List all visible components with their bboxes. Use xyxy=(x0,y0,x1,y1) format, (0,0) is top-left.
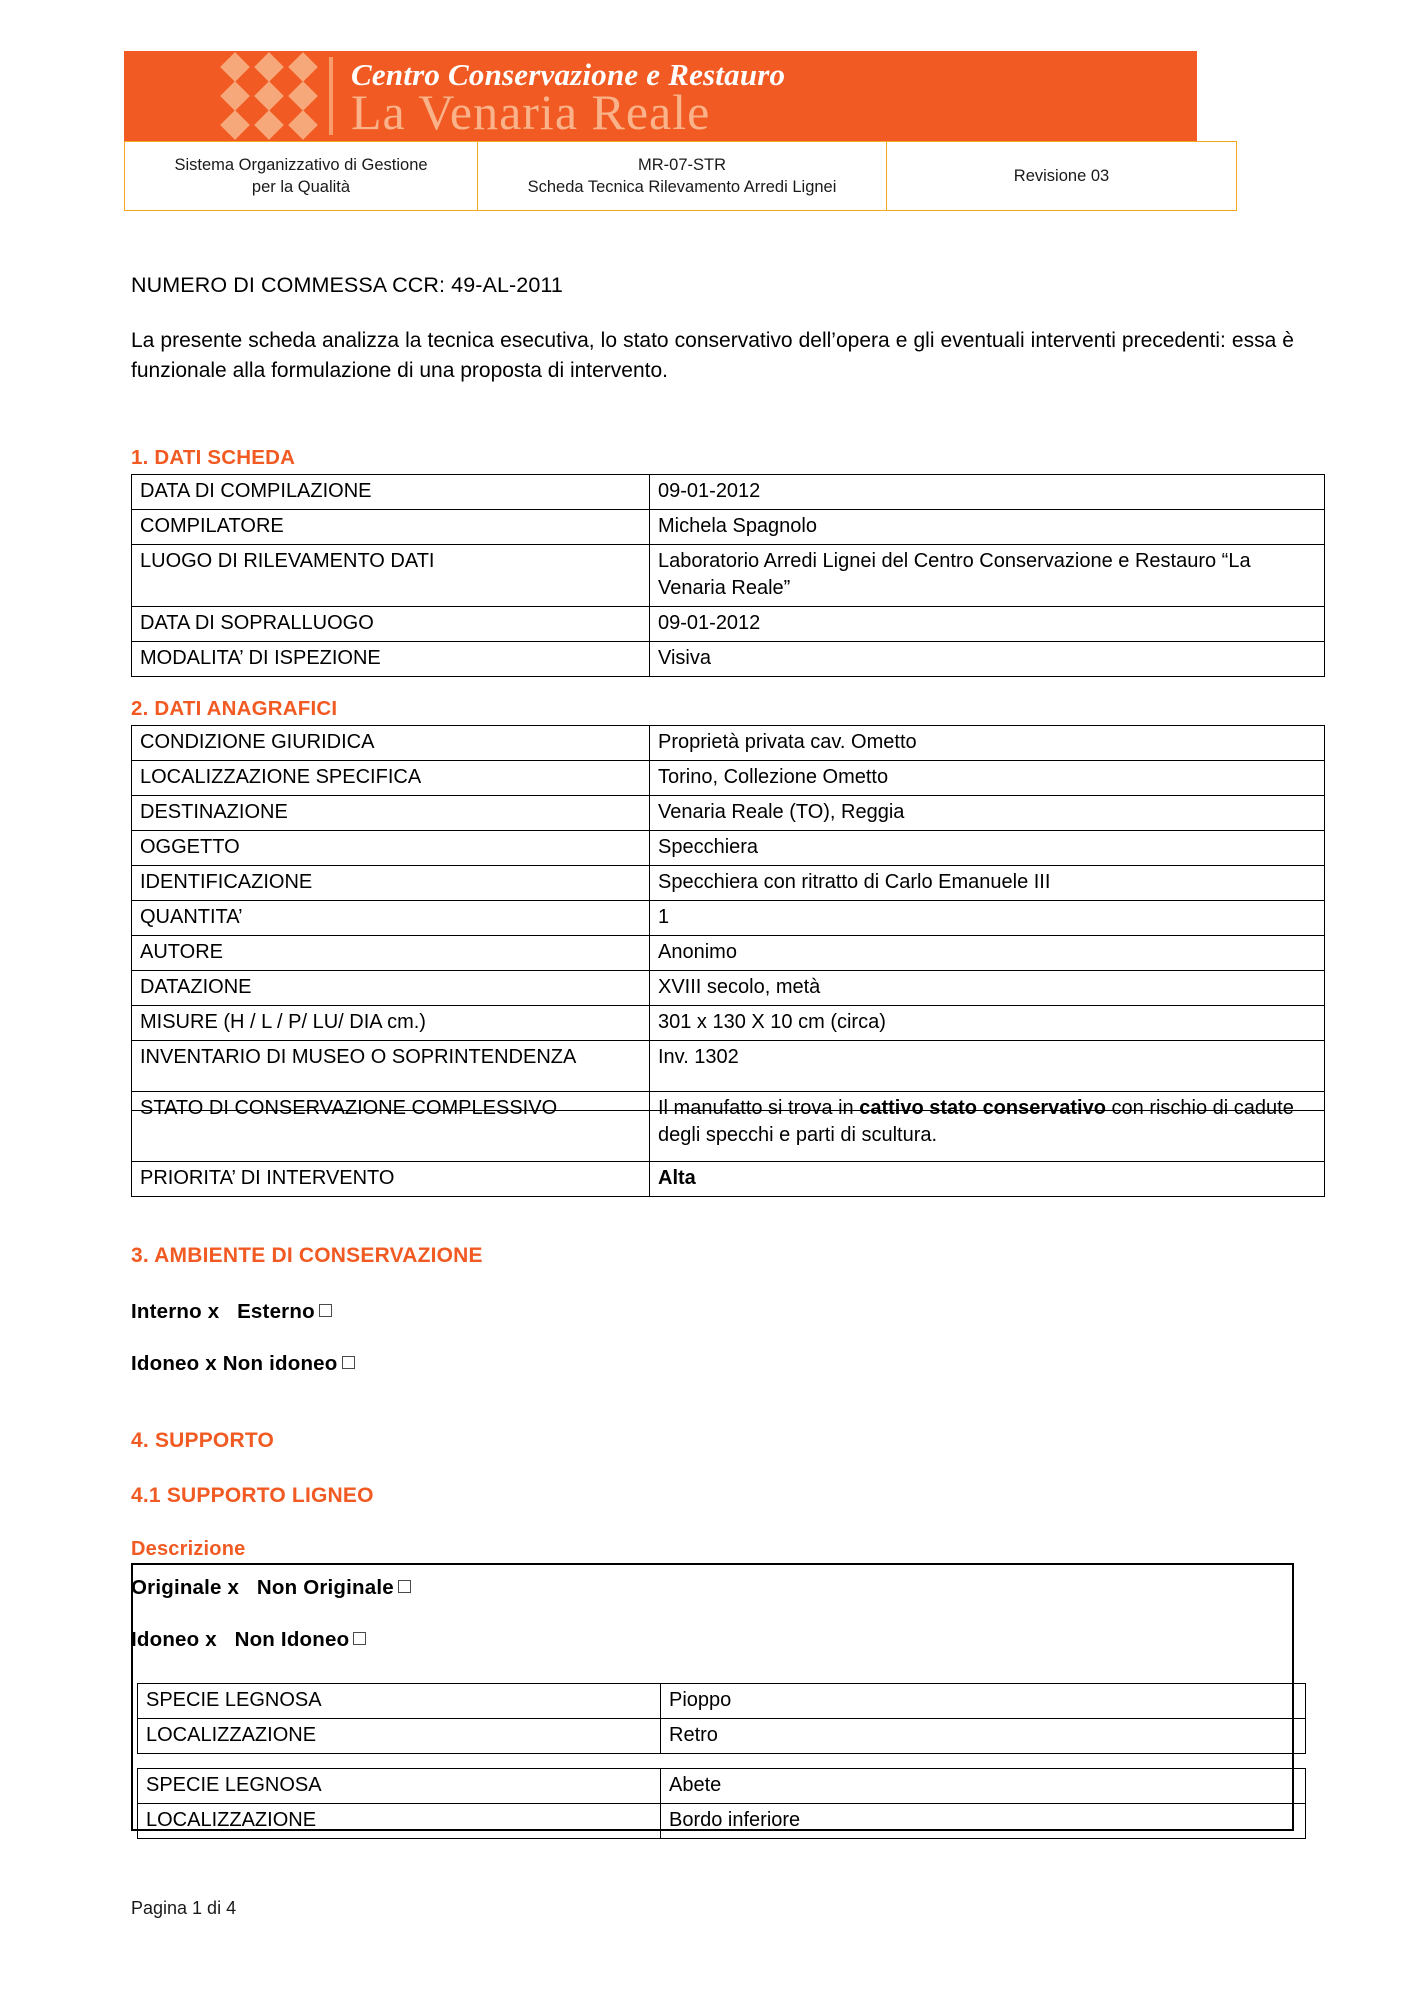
row-label: LOCALIZZAZIONE SPECIFICA xyxy=(132,761,650,796)
row-label: DESTINAZIONE xyxy=(132,796,650,831)
page-footer: Pagina 1 di 4 xyxy=(131,1898,237,1918)
row-value: XVIII secolo, metà xyxy=(650,971,1325,1006)
row-label: SPECIE LEGNOSA xyxy=(138,1769,661,1804)
table-row xyxy=(132,936,1325,971)
document-header xyxy=(124,51,1197,211)
row-label: COMPILATORE xyxy=(132,510,650,545)
row-value: 301 x 130 X 10 cm (circa) xyxy=(650,1006,1325,1041)
originale-line xyxy=(131,1576,411,1600)
row-value: Proprietà privata cav. Ometto xyxy=(650,726,1325,761)
ambiente-interno-esterno-line xyxy=(131,1300,332,1324)
brand-title-primary: Centro Conservazione e Restauro xyxy=(351,56,786,92)
priority-label: PRIORITA’ DI INTERVENTO xyxy=(132,1162,650,1197)
brand-title-secondary: La Venaria Reale xyxy=(351,83,711,140)
diamond-icon xyxy=(252,82,286,111)
table-row xyxy=(138,1769,1306,1804)
commessa-number: NUMERO DI COMMESSA CCR: 49-AL-2011 xyxy=(131,273,563,297)
diamond-icon xyxy=(286,53,320,82)
conservation-state-label: STATO DI CONSERVAZIONE COMPLESSIVO xyxy=(132,1092,650,1162)
row-label: DATAZIONE xyxy=(132,971,650,1006)
originale-label: Originale x xyxy=(131,1576,240,1599)
row-label: QUANTITA’ xyxy=(132,901,650,936)
conservation-state-value xyxy=(650,1092,1325,1162)
state-text-post: con rischio di cadute degli specchi e parti di scultura. xyxy=(658,1097,1294,1146)
table-row xyxy=(132,726,1325,761)
diamond-icon xyxy=(252,53,286,82)
section-3-heading: 3. AMBIENTE DI CONSERVAZIONE xyxy=(131,1244,483,1267)
table-row xyxy=(132,901,1325,936)
table-row xyxy=(132,510,1325,545)
row-value: Inv. 1302 xyxy=(650,1041,1325,1111)
ambiente-idoneo-label: Idoneo x Non idoneo xyxy=(131,1352,338,1375)
row-label: INVENTARIO DI MUSEO O SOPRINTENDENZA xyxy=(132,1041,650,1111)
header-system-line2: per la Qualità xyxy=(251,178,351,196)
row-label: MISURE (H / L / P/ LU/ DIA cm.) xyxy=(132,1006,650,1041)
brand-banner xyxy=(124,51,1197,141)
supporto-non-idoneo-label: Non Idoneo xyxy=(234,1628,350,1651)
row-value: Venaria Reale (TO), Reggia xyxy=(650,796,1325,831)
row-label: LUOGO DI RILEVAMENTO DATI xyxy=(132,545,650,607)
table-row xyxy=(132,761,1325,796)
row-value: Michela Spagnolo xyxy=(650,510,1325,545)
section-4-1-heading: 4.1 SUPPORTO LIGNEO xyxy=(131,1484,374,1507)
table-row xyxy=(132,796,1325,831)
table-row xyxy=(132,866,1325,901)
wood-table-2 xyxy=(137,1768,1306,1839)
diamond-icon xyxy=(252,111,286,140)
descrizione-label: Descrizione xyxy=(131,1538,246,1560)
checkbox-supporto-non-idoneo[interactable] xyxy=(353,1632,366,1645)
section-2-table xyxy=(131,725,1325,1111)
state-text-pre: Il manufatto si trova in xyxy=(658,1097,860,1119)
supporto-idoneo-line xyxy=(131,1628,366,1652)
non-originale-label: Non Originale xyxy=(256,1576,394,1599)
logo-divider xyxy=(329,57,333,135)
table-row xyxy=(132,831,1325,866)
ambiente-idoneo-line xyxy=(131,1352,355,1376)
intro-paragraph: La presente scheda analizza la tecnica esecutiva, lo stato conservativo dell’opera e gli eventuali interventi precedenti: essa è funzionale alla formulazione di una proposta di intervento. xyxy=(131,329,1294,382)
header-cell-revision: Revisione 03 xyxy=(887,142,1237,211)
header-info-table xyxy=(124,141,1237,211)
table-row xyxy=(125,142,1237,211)
row-label: LOCALIZZAZIONE xyxy=(138,1804,661,1839)
row-label: LOCALIZZAZIONE xyxy=(138,1719,661,1754)
state-text-bold: cattivo stato conservativo xyxy=(859,1097,1106,1119)
row-value: Anonimo xyxy=(650,936,1325,971)
table-row xyxy=(132,545,1325,607)
row-value: Specchiera con ritratto di Carlo Emanuele III xyxy=(650,866,1325,901)
row-value: 1 xyxy=(650,901,1325,936)
checkbox-esterno[interactable] xyxy=(319,1304,332,1317)
header-cell-code xyxy=(478,142,887,211)
header-code-line2: Scheda Tecnica Rilevamento Arredi Lignei xyxy=(527,178,837,196)
logo xyxy=(124,51,329,141)
row-label: MODALITA’ DI ISPEZIONE xyxy=(132,642,650,677)
row-value: Specchiera xyxy=(650,831,1325,866)
table-row xyxy=(132,1162,1325,1197)
section-4-heading: 4. SUPPORTO xyxy=(131,1429,275,1452)
diamond-icon xyxy=(218,53,252,82)
table-row xyxy=(132,1092,1325,1162)
table-row xyxy=(138,1684,1306,1719)
conservation-state-table xyxy=(131,1091,1325,1197)
section-2-heading: 2. DATI ANAGRAFICI xyxy=(131,697,338,720)
row-label: OGGETTO xyxy=(132,831,650,866)
row-label: IDENTIFICAZIONE xyxy=(132,866,650,901)
diamond-icon xyxy=(286,82,320,111)
row-value: Torino, Collezione Ometto xyxy=(650,761,1325,796)
checkbox-non-idoneo[interactable] xyxy=(342,1356,355,1369)
row-value: Pioppo xyxy=(661,1684,1306,1719)
table-row xyxy=(132,971,1325,1006)
priority-value-text: Alta xyxy=(658,1167,696,1189)
diamond-pattern-icon xyxy=(218,53,320,140)
table-row xyxy=(132,475,1325,510)
header-cell-system xyxy=(125,142,478,211)
row-label: CONDIZIONE GIURIDICA xyxy=(132,726,650,761)
section-1-table xyxy=(131,474,1325,677)
table-row xyxy=(138,1804,1306,1839)
row-label: SPECIE LEGNOSA xyxy=(138,1684,661,1719)
row-value: Bordo inferiore xyxy=(661,1804,1306,1839)
row-value: Laboratorio Arredi Lignei del Centro Conservazione e Restauro “La Venaria Reale” xyxy=(650,545,1325,607)
row-label: DATA DI COMPILAZIONE xyxy=(132,475,650,510)
ambiente-interno-label: Interno x xyxy=(131,1300,220,1323)
row-value: Visiva xyxy=(650,642,1325,677)
section-1-heading: 1. DATI SCHEDA xyxy=(131,446,296,469)
table-row xyxy=(132,642,1325,677)
brand-title-block xyxy=(333,51,1197,141)
row-label: AUTORE xyxy=(132,936,650,971)
wood-table-1 xyxy=(137,1683,1306,1754)
row-value: 09-01-2012 xyxy=(650,607,1325,642)
diamond-icon xyxy=(218,82,252,111)
table-row xyxy=(132,1006,1325,1041)
table-row xyxy=(138,1719,1306,1754)
table-row xyxy=(132,607,1325,642)
header-system-line1: Sistema Organizzativo di Gestione xyxy=(174,156,428,174)
row-value: 09-01-2012 xyxy=(650,475,1325,510)
row-value: Retro xyxy=(661,1719,1306,1754)
diamond-icon xyxy=(218,111,252,140)
header-code-line1: MR-07-STR xyxy=(637,156,726,174)
row-label: DATA DI SOPRALLUOGO xyxy=(132,607,650,642)
supporto-idoneo-label: Idoneo x xyxy=(131,1628,217,1651)
row-value: Abete xyxy=(661,1769,1306,1804)
checkbox-non-originale[interactable] xyxy=(398,1580,411,1593)
ambiente-esterno-label: Esterno xyxy=(237,1300,315,1323)
diamond-icon xyxy=(286,111,320,140)
priority-value xyxy=(650,1162,1325,1197)
